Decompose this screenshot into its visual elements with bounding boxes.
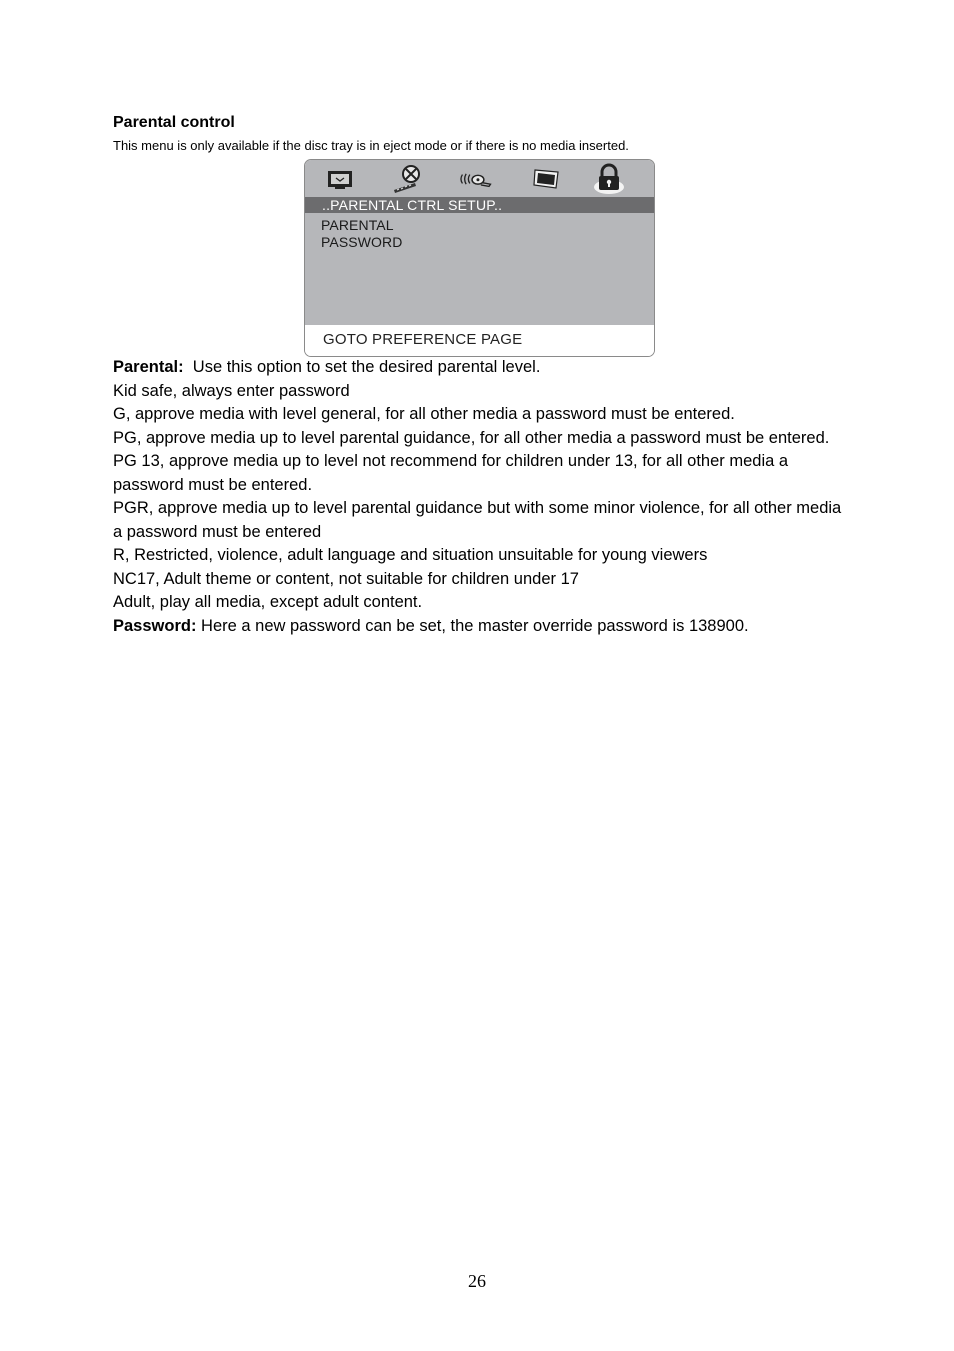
audio-icon[interactable] bbox=[458, 163, 492, 195]
level-nc17: NC17, Adult theme or content, not suitable for children under 17 bbox=[113, 569, 579, 588]
level-adult: Adult, play all media, except adult content. bbox=[113, 593, 423, 611]
menu-icon-bar bbox=[305, 160, 654, 197]
menu-body bbox=[305, 213, 654, 325]
parental-description: Use this option to set the desired parental level. bbox=[192, 358, 541, 376]
level-kid-safe: Kid safe, always enter password bbox=[113, 381, 350, 400]
parental-paragraph bbox=[113, 356, 843, 380]
parental-label: Parental: bbox=[113, 358, 184, 376]
level-pg: PG, approve media up to level parental guidance, for all other media a password must be entered. bbox=[113, 428, 830, 447]
level-pgr: PGR, approve media up to level parental guidance but with some minor violence, for all other media a password must be entered bbox=[113, 499, 842, 541]
screen-icon[interactable] bbox=[530, 163, 564, 195]
password-label: Password: bbox=[113, 616, 197, 635]
speaker-icon[interactable] bbox=[391, 163, 425, 195]
menu-header bbox=[305, 197, 654, 213]
menu-item-parental[interactable]: PARENTAL bbox=[321, 217, 394, 233]
tv-icon[interactable] bbox=[323, 163, 357, 195]
section-title: Parental control bbox=[113, 114, 235, 131]
menu-header-label: ..PARENTAL CTRL SETUP.. bbox=[322, 197, 503, 213]
level-g: G, approve media with level general, for all other media a password must be entered. bbox=[113, 405, 735, 423]
page-number: 26 bbox=[468, 1271, 486, 1291]
password-description: Here a new password can be set, the master override password is 138900. bbox=[201, 616, 749, 635]
parental-setup-menu bbox=[304, 159, 655, 357]
lock-icon[interactable] bbox=[591, 163, 627, 195]
password-paragraph bbox=[113, 615, 843, 639]
goto-preference-page[interactable]: GOTO PREFERENCE PAGE bbox=[323, 331, 523, 348]
menu-item-password[interactable]: PASSWORD bbox=[321, 234, 403, 250]
level-pg13: PG 13, approve media up to level not recommend for children under 13, for all other media a password must be entered. bbox=[113, 452, 789, 494]
menu-footer bbox=[305, 325, 654, 356]
section-note: This menu is only available if the disc tray is in eject mode or if there is no media inserted. bbox=[113, 138, 629, 153]
level-r: R, Restricted, violence, adult language and situation unsuitable for young viewers bbox=[113, 546, 708, 564]
description bbox=[113, 356, 843, 638]
